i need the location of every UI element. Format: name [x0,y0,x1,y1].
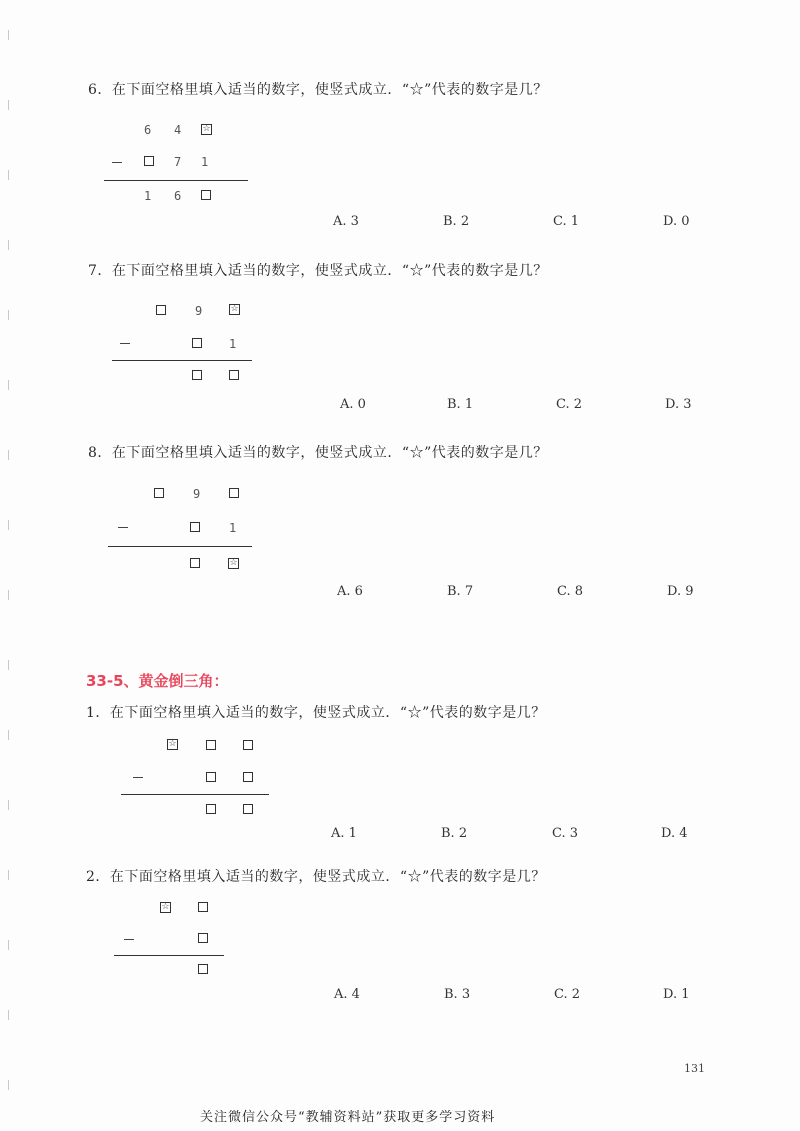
result-line [112,360,252,361]
option-a[interactable]: A. 6 [337,584,363,599]
blank-box [144,156,154,166]
result-line [114,955,224,956]
star-box: ☆ [168,739,177,749]
blank-box [206,772,216,782]
digit: 9 [195,304,203,318]
option-a[interactable]: A. 1 [331,826,357,841]
option-d[interactable]: D. 1 [663,987,690,1002]
question-text: 6．在下面空格里填入适当的数字，使竖式成立．“☆”代表的数字是几？ [88,82,548,98]
digit: 1 [201,155,209,169]
option-b[interactable]: B. 1 [447,397,474,412]
digit: 1 [229,337,237,351]
question-text: 7．在下面空格里填入适当的数字，使竖式成立．“☆”代表的数字是几？ [88,263,548,279]
option-b[interactable]: B. 2 [441,826,468,841]
blank-box [201,190,211,200]
blank-box [229,488,239,498]
result-line [104,180,248,181]
blank-box [229,370,239,380]
option-c[interactable]: C. 3 [552,826,579,841]
page-number: 131 [684,1062,705,1075]
minus-sign [118,527,128,528]
result-line [121,794,269,795]
option-d[interactable]: D. 0 [663,214,690,229]
blank-box [192,370,202,380]
option-a[interactable]: A. 4 [334,987,360,1002]
section-title: 33-5、黄金倒三角： [86,672,229,690]
digit: 9 [193,487,201,501]
question-text: 8．在下面空格里填入适当的数字，使竖式成立．“☆”代表的数字是几？ [88,445,548,461]
blank-box [206,804,216,814]
star-box: ☆ [161,902,170,912]
option-a[interactable]: A. 3 [333,214,359,229]
option-b[interactable]: B. 3 [444,987,471,1002]
blank-box [206,740,216,750]
star-box: ☆ [202,124,211,134]
option-d[interactable]: D. 9 [667,584,694,599]
option-c[interactable]: C. 2 [556,397,583,412]
result-line [108,546,252,547]
blank-box [198,964,208,974]
option-b[interactable]: B. 7 [447,584,474,599]
option-b[interactable]: B. 2 [443,214,470,229]
option-d[interactable]: D. 4 [661,826,688,841]
star-box: ☆ [230,304,239,314]
minus-sign [112,162,122,163]
digit: 1 [229,521,237,535]
digit: 6 [144,123,152,137]
blank-box [243,740,253,750]
minus-sign [124,939,134,940]
footer-note: 关注微信公众号“教辅资料站”获取更多学习资料 [200,1110,496,1125]
digit: 7 [174,155,182,169]
option-d[interactable]: D. 3 [665,397,692,412]
blank-box [243,804,253,814]
star-box: ☆ [229,558,238,568]
blank-box [156,305,166,315]
blank-box [154,488,164,498]
option-c[interactable]: C. 1 [553,214,580,229]
blank-box [192,338,202,348]
blank-box [190,522,200,532]
option-c[interactable]: C. 8 [557,584,584,599]
option-c[interactable]: C. 2 [554,987,581,1002]
digit: 1 [144,189,152,203]
option-a[interactable]: A. 0 [340,397,366,412]
minus-sign [120,343,130,344]
question-text: 2．在下面空格里填入适当的数字，使竖式成立．“☆”代表的数字是几？ [86,869,546,885]
digit: 4 [174,123,182,137]
blank-box [198,902,208,912]
blank-box [243,772,253,782]
minus-sign [133,777,143,778]
blank-box [198,933,208,943]
question-text: 1．在下面空格里填入适当的数字，使竖式成立．“☆”代表的数字是几？ [86,705,546,721]
blank-box [190,558,200,568]
digit: 6 [174,189,182,203]
